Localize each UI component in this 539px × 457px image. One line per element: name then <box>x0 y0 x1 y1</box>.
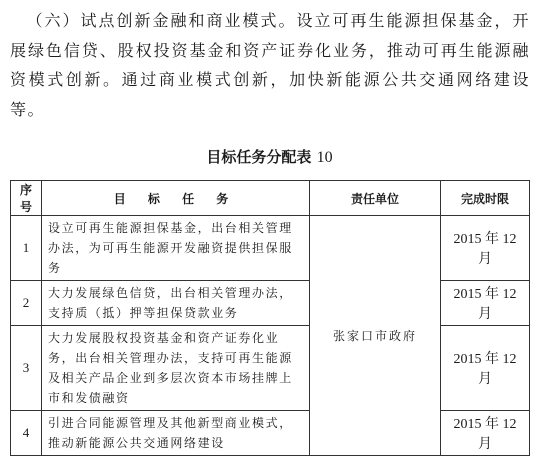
row-index: 1 <box>11 216 42 281</box>
body-paragraph <box>10 6 530 124</box>
row-deadline: 2015 年 12 月 <box>441 326 530 411</box>
row-index: 4 <box>11 411 42 456</box>
table-header-row <box>11 181 530 216</box>
header-index: 序号 <box>11 181 42 216</box>
row-task: 设立可再生能源担保基金，出台相关管理办法，为可再生能源开发融资提供担保服务 <box>42 216 310 281</box>
table-caption <box>0 146 539 167</box>
responsible-unit: 张家口市政府 <box>310 216 441 456</box>
row-deadline: 2015 年 12 月 <box>441 281 530 326</box>
table-row <box>11 216 530 281</box>
table-number: 10 <box>316 149 333 166</box>
row-task: 引进合同能源管理及其他新型商业模式，推动新能源公共交通网络建设 <box>42 411 310 456</box>
row-task: 大力发展绿色信贷，出台相关管理办法，支持质（抵）押等担保贷款业务 <box>42 281 310 326</box>
task-table <box>10 180 530 456</box>
table-row <box>11 411 530 456</box>
header-deadline: 完成时限 <box>441 181 530 216</box>
table-title: 目标任务分配表 <box>206 148 312 166</box>
header-task: 目 标 任 务 <box>42 181 310 216</box>
row-task: 大力发展股权投资基金和资产证券化业务，出台相关管理办法，支持可再生能源及相关产品企业到多层次资本市场挂牌上市和发债融资 <box>42 326 310 411</box>
table-row <box>11 281 530 326</box>
row-deadline: 2015 年 12 月 <box>441 411 530 456</box>
row-index: 2 <box>11 281 42 326</box>
row-index: 3 <box>11 326 42 411</box>
paragraph-text: （六）试点创新金融和商业模式。设立可再生能源担保基金，开展绿色信贷、股权投资基金和资产证券化业务，推动可再生能源融资模式创新。通过商业模式创新，加快新能源公共交通网络建设等。 <box>10 11 530 119</box>
row-deadline: 2015 年 12 月 <box>441 216 530 281</box>
header-unit: 责任单位 <box>310 181 441 216</box>
table-row <box>11 326 530 411</box>
